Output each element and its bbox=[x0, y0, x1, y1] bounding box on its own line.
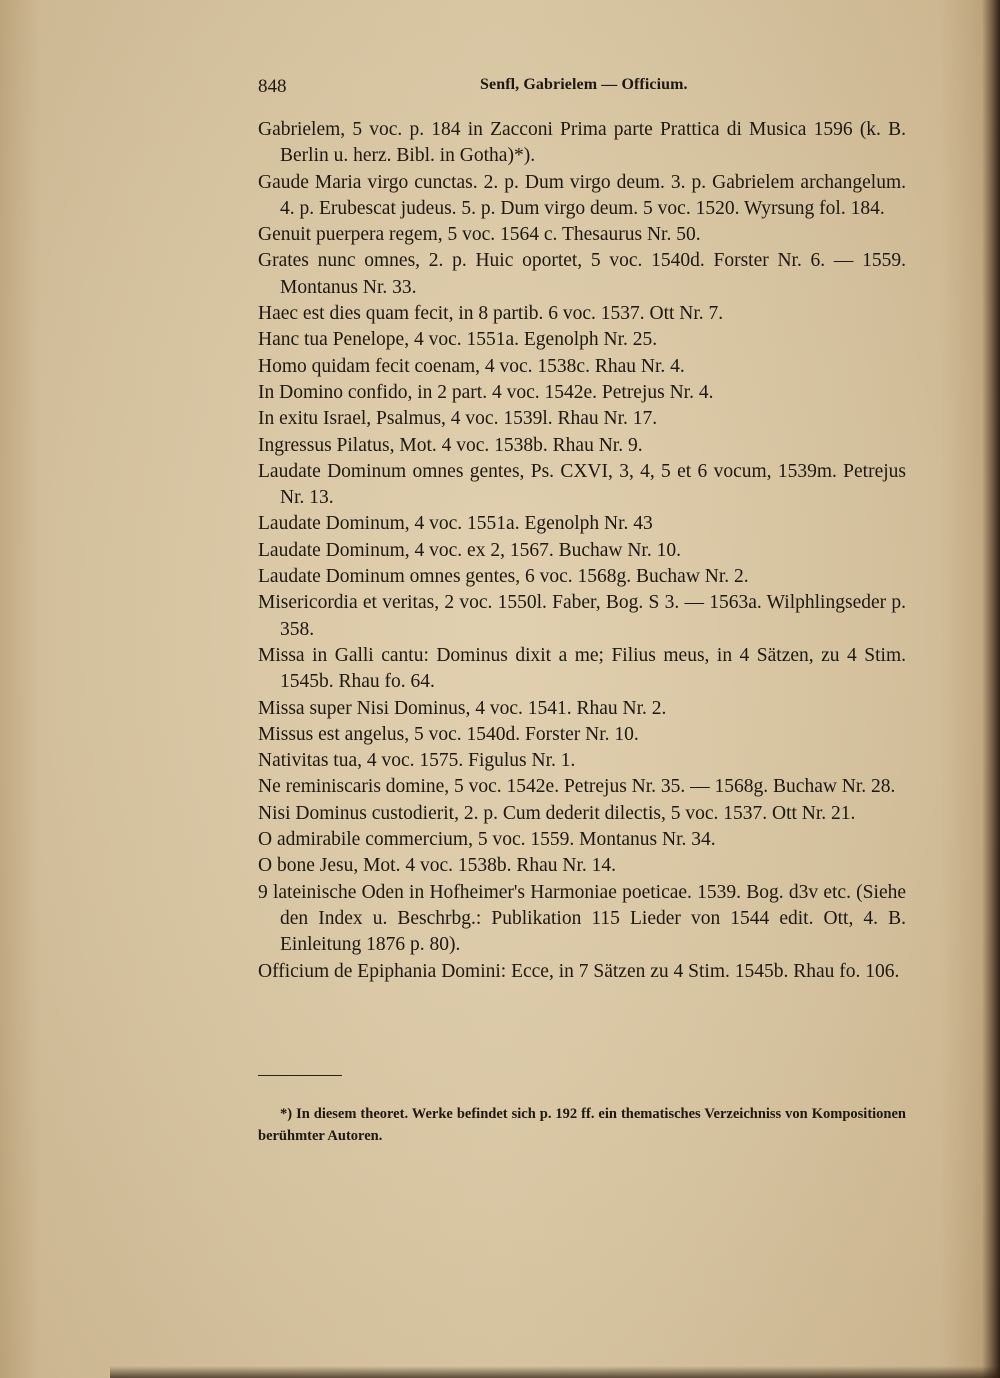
running-title: Senfl, Gabrielem — Officium. bbox=[480, 76, 688, 93]
list-item: Laudate Dominum omnes gentes, Ps. CXVI, 3, 4, 5 et 6 vocum, 1539m. Petrejus Nr. 13. bbox=[258, 460, 906, 509]
list-item: Hanc tua Penelope, 4 voc. 1551a. Egenolph Nr. 25. bbox=[258, 329, 658, 351]
list-item: Missa super Nisi Dominus, 4 voc. 1541. Rhau Nr. 2. bbox=[258, 697, 667, 719]
list-item: Ingressus Pilatus, Mot. 4 voc. 1538b. Rhau Nr. 9. bbox=[258, 434, 643, 456]
footnote-divider bbox=[258, 1075, 342, 1076]
page-number: 848 bbox=[258, 76, 287, 97]
list-item: Nisi Dominus custodierit, 2. p. Cum dederit dilectis, 5 voc. 1537. Ott Nr. 21. bbox=[258, 802, 856, 824]
page-bottom-shadow bbox=[110, 1366, 1000, 1378]
list-item: O bone Jesu, Mot. 4 voc. 1538b. Rhau Nr. 14. bbox=[258, 855, 617, 877]
list-item: Laudate Dominum, 4 voc. ex 2, 1567. Buchaw Nr. 10. bbox=[258, 539, 681, 561]
list-item: O admirabile commercium, 5 voc. 1559. Montanus Nr. 34. bbox=[258, 829, 716, 851]
list-item: Ne reminiscaris domine, 5 voc. 1542e. Petrejus Nr. 35. — 1568g. Buchaw Nr. 28. bbox=[258, 776, 896, 798]
list-item: Gaude Maria virgo cunctas. 2. p. Dum virgo deum. 3. p. Gabrielem archangelum. 4. p. Erubescat judeus. 5. p. Dum virgo deum. 5 voc. 1520. Wyrsung fol. 184. bbox=[258, 171, 906, 219]
list-item: In exitu Israel, Psalmus, 4 voc. 1539l. Rhau Nr. 17. bbox=[258, 408, 658, 430]
list-item: Misericordia et veritas, 2 voc. 1550l. Faber, Bog. S 3. — 1563a. Wilphlingseder p. 358. bbox=[258, 592, 906, 640]
list-item: Grates nunc omnes, 2. p. Huic oportet, 5 voc. 1540d. Forster Nr. 6. — 1559. Montanus Nr. 33. bbox=[258, 250, 906, 298]
footnote: *) In diesem theoret. Werke befindet sich p. 192 ff. ein thematisches Verzeichniss von Kompositionen berühmter Autoren. bbox=[258, 1105, 906, 1144]
list-item: Laudate Dominum omnes gentes, 6 voc. 1568g. Buchaw Nr. 2. bbox=[258, 566, 749, 588]
list-item: Haec est dies quam fecit, in 8 partib. 6 voc. 1537. Ott Nr. 7. bbox=[258, 303, 724, 325]
list-item: 9 lateinische Oden in Hofheimer's Harmoniae poeticae. 1539. Bog. d3v etc. (Siehe den Index u. Beschrbg.: Publikation 115 Lieder von 1544 edit. Ott, 4. B. Einleitung 1876 p. 80). bbox=[258, 881, 906, 956]
list-item: Genuit puerpera regem, 5 voc. 1564 c. Thesaurus Nr. 50. bbox=[258, 224, 701, 246]
list-item: Officium de Epiphania Domini: Ecce, in 7 Sätzen zu 4 Stim. 1545b. Rhau fo. 106. bbox=[258, 960, 900, 982]
list-item: Homo quidam fecit coenam, 4 voc. 1538c. Rhau Nr. 4. bbox=[258, 355, 685, 377]
list-item: Gabrielem, 5 voc. p. 184 in Zacconi Prima parte Prattica di Musica 1596 (k. B. Berlin u. herz. Bibl. in Gotha)*). bbox=[258, 119, 906, 167]
page-edge-shadow bbox=[982, 0, 1000, 1378]
list-item: Missus est angelus, 5 voc. 1540d. Forster Nr. 10. bbox=[258, 723, 639, 745]
list-item: In Domino confido, in 2 part. 4 voc. 1542e. Petrejus Nr. 4. bbox=[258, 381, 714, 403]
list-item: Laudate Dominum, 4 voc. 1551a. Egenolph Nr. 43 bbox=[258, 513, 653, 535]
list-item: Nativitas tua, 4 voc. 1575. Figulus Nr. 1. bbox=[258, 750, 576, 772]
page-header bbox=[258, 72, 904, 102]
composition-list bbox=[258, 117, 906, 985]
list-item: Missa in Galli cantu: Dominus dixit a me; Filius meus, in 4 Sätzen, zu 4 Stim. 1545b. Rhau fo. 64. bbox=[258, 644, 906, 693]
